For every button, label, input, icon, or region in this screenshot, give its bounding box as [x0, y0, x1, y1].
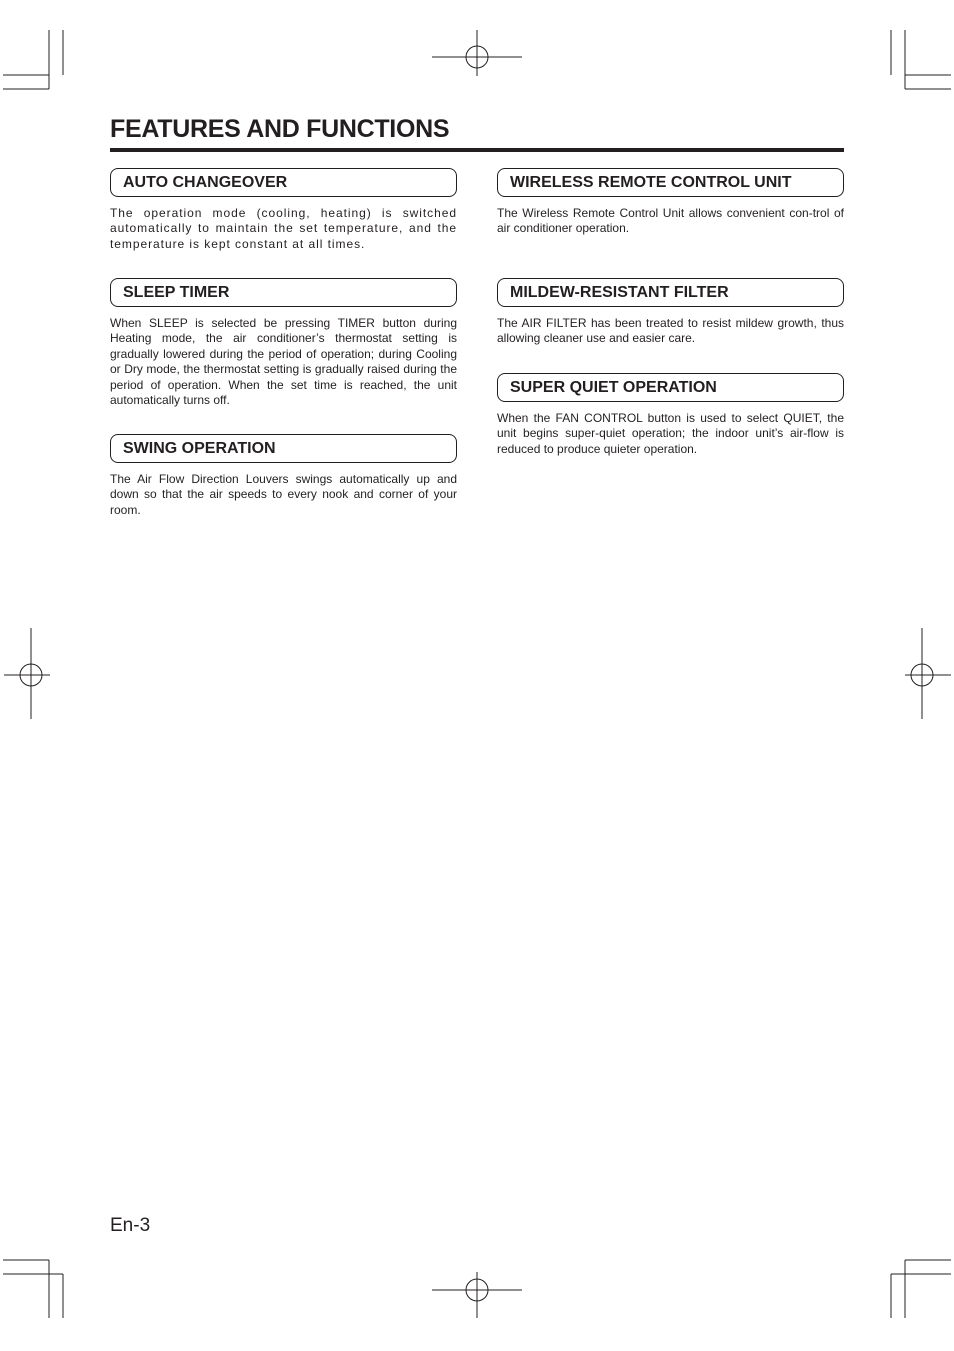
page-title: FEATURES AND FUNCTIONS — [110, 115, 450, 143]
section-body: The Wireless Remote Control Unit allows convenient con-trol of air conditioner operation. — [497, 206, 844, 236]
left-column — [110, 168, 457, 518]
section-heading-box — [110, 168, 457, 197]
section-heading-box — [497, 278, 844, 307]
title-rule — [110, 148, 844, 152]
right-column — [497, 168, 844, 457]
page-number: En-3 — [110, 1215, 151, 1236]
section-super-quiet — [497, 373, 844, 457]
section-mildew-filter — [497, 278, 844, 373]
section-heading-box — [110, 434, 457, 463]
section-wireless-remote — [497, 168, 844, 278]
section-auto-changeover — [110, 168, 457, 278]
section-body: When SLEEP is selected be pressing TIMER button during Heating mode, the air conditioner’s thermostat setting is gradually lowered during the period of operation; during Cooling or Dry mode, the thermostat setting is gradually raised during the period of operation. When the set time is reached, the unit automatically turns off. — [110, 316, 457, 408]
section-heading: SWING OPERATION — [123, 439, 276, 457]
section-heading-box — [497, 168, 844, 197]
section-heading-box — [110, 278, 457, 307]
section-heading: SLEEP TIMER — [123, 283, 230, 301]
section-heading: MILDEW-RESISTANT FILTER — [510, 283, 729, 301]
section-sleep-timer — [110, 278, 457, 434]
section-heading: WIRELESS REMOTE CONTROL UNIT — [510, 173, 792, 191]
section-body: The Air Flow Direction Louvers swings automatically up and down so that the air speeds to every nook and corner of your room. — [110, 472, 457, 517]
section-heading: SUPER QUIET OPERATION — [510, 378, 717, 396]
section-body: The AIR FILTER has been treated to resist mildew growth, thus allowing cleaner use and easier care. — [497, 316, 844, 346]
section-heading: AUTO CHANGEOVER — [123, 173, 288, 191]
section-body: The operation mode (cooling, heating) is switched automatically to maintain the set temperature, and the temperature is kept constant at all times. — [110, 206, 457, 251]
section-heading-box — [497, 373, 844, 402]
section-swing-operation — [110, 434, 457, 518]
section-body: When the FAN CONTROL button is used to select QUIET, the unit begins super-quiet operation; the indoor unit’s air-flow is reduced to produce quieter operation. — [497, 411, 844, 456]
